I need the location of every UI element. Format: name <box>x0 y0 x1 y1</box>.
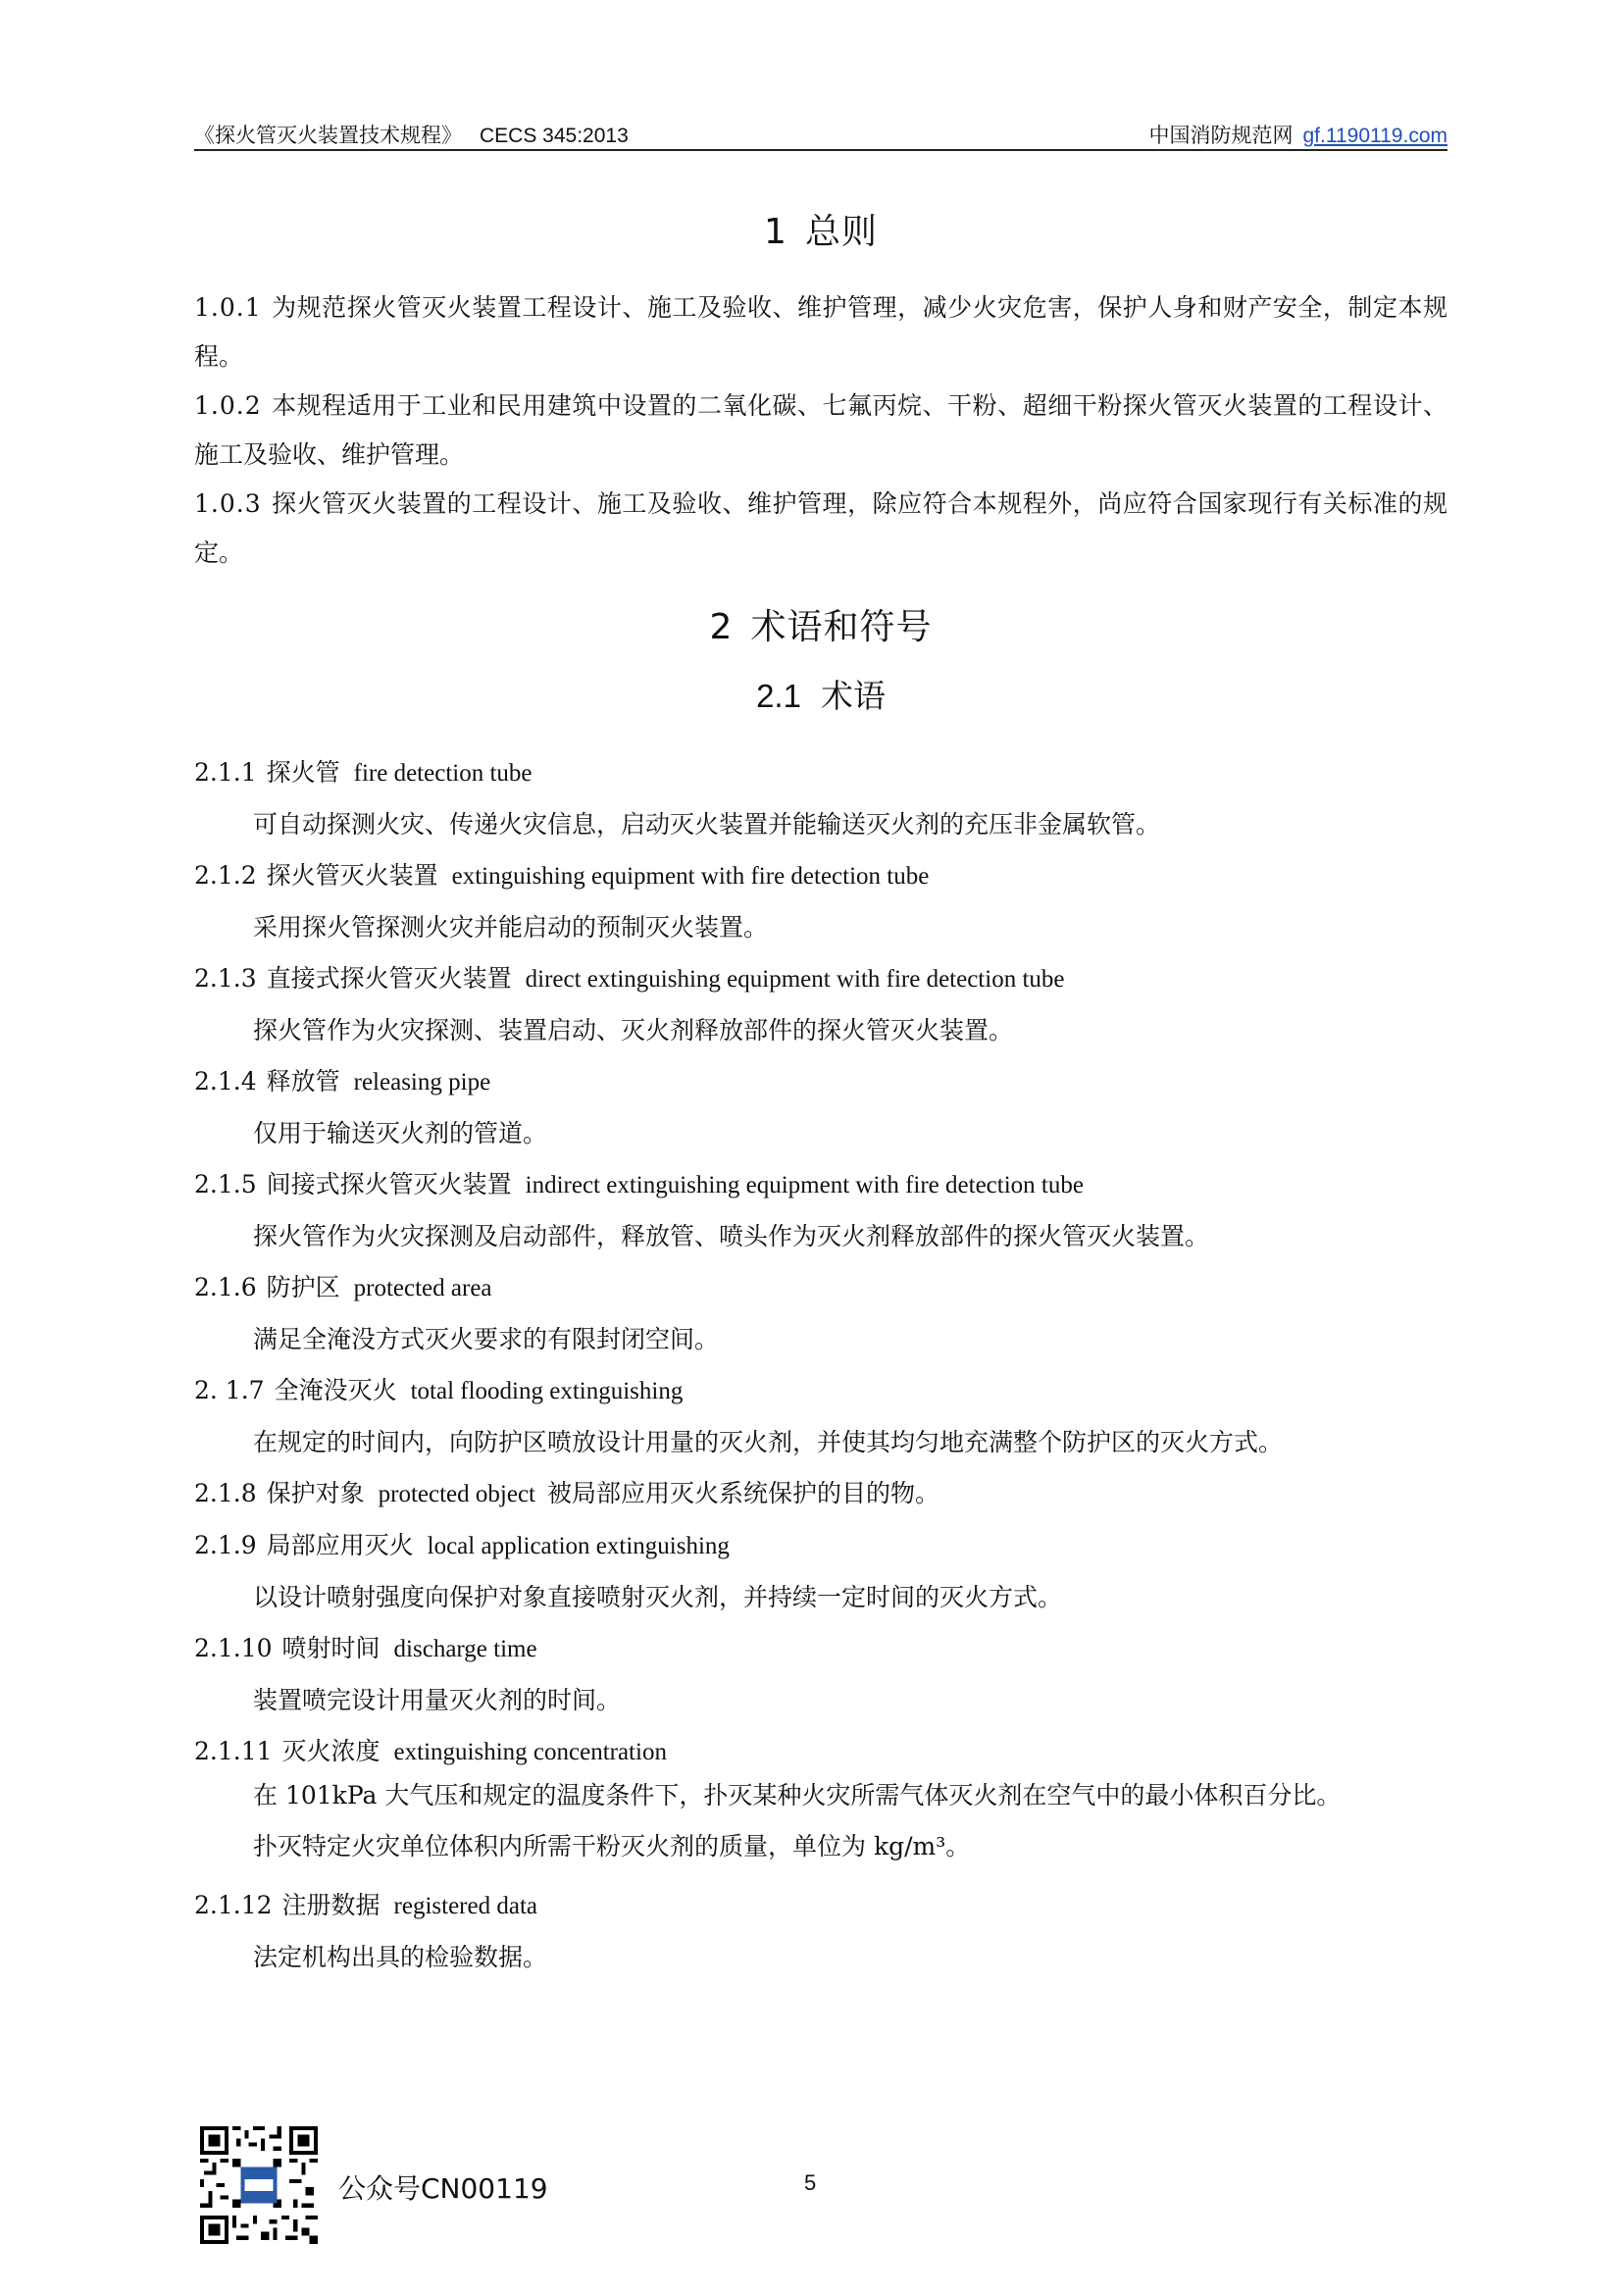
term-zh: 喷射时间 <box>281 1634 381 1662</box>
term-zh: 局部应用灭火 <box>266 1531 414 1559</box>
section-heading: 术语 <box>820 677 886 715</box>
page-body <box>194 196 1447 1992</box>
term-definition: 法定机构出具的检验数据。 <box>253 1943 548 1971</box>
term-definition: 在 101kPa 大气压和规定的温度条件下，扑灭某种火灾所需气体灭火剂在空气中的最小体积百分比。 <box>253 1781 1342 1810</box>
term-zh: 灭火浓度 <box>281 1737 381 1765</box>
term-definition: 满足全淹没方式灭火要求的有限封闭空间。 <box>253 1325 720 1353</box>
term-en: indirect extinguishing equipment with fire detection tube <box>525 1172 1084 1198</box>
term-definition-2: 扑灭特定火灾单位体积内所需干粉灭火剂的质量，单位为 kg/m³。 <box>253 1832 971 1861</box>
header-doc-code: CECS 345:2013 <box>480 125 629 147</box>
clause-number: 1.0.1 <box>194 293 262 322</box>
term-zh: 防护区 <box>266 1273 340 1301</box>
header-site <box>1149 120 1448 149</box>
header-doc-title: 《探火管灭火装置技术规程》 <box>194 124 462 147</box>
term-number: 2.1.11 <box>194 1737 273 1765</box>
term-en: registered data <box>393 1893 537 1919</box>
term-zh: 保护对象 <box>266 1479 365 1507</box>
term-number: 2.1.8 <box>194 1479 257 1507</box>
term-number: 2.1.10 <box>194 1634 273 1662</box>
term-number: 2.1.6 <box>194 1273 257 1301</box>
term-number: 2.1.1 <box>194 758 257 787</box>
term-definition: 在规定的时间内，向防护区喷放设计用量的灭火剂，并使其均匀地充满整个防护区的灭火方式。 <box>253 1428 1284 1456</box>
term-zh: 探火管 <box>266 758 340 787</box>
term-en: total flooding extinguishing <box>410 1378 684 1404</box>
clause <box>194 283 1447 382</box>
term-zh: 间接式探火管灭火装置 <box>266 1170 512 1198</box>
term-entry <box>194 1735 1447 1871</box>
chapter-1-heading: 总则 <box>804 212 878 252</box>
term-en: local application extinguishing <box>427 1533 730 1559</box>
term-definition: 探火管作为火灾探测及启动部件，释放管、喷头作为灭火剂释放部件的探火管灭火装置。 <box>253 1222 1210 1250</box>
section-number: 2.1 <box>756 678 801 714</box>
term-en: protected object <box>378 1481 535 1507</box>
clause-text: 探火管灭火装置的工程设计、施工及验收、维护管理，除应符合本规程外，尚应符合国家现行有关标准的规定。 <box>194 489 1447 567</box>
page-number: 5 <box>804 2170 817 2195</box>
term-definition: 可自动探测火灾、传递火灾信息，启动灭火装置并能输送灭火剂的充压非金属软管。 <box>253 810 1161 839</box>
chapter-1-number: 1 <box>764 212 787 252</box>
term-entry <box>194 1477 1447 1511</box>
chapter-2-heading: 术语和符号 <box>750 607 933 647</box>
footer-account: 公众号CN00119 <box>338 2172 548 2205</box>
term-en: protected area <box>353 1275 492 1301</box>
term-number: 2.1.4 <box>194 1067 257 1096</box>
section-2-1-title <box>194 671 1447 717</box>
term-definition: 采用探火管探测火灾并能启动的预制灭火装置。 <box>253 913 769 942</box>
term-definition: 被局部应用灭火系统保护的目的物。 <box>546 1479 939 1507</box>
clause <box>194 382 1447 480</box>
term-number: 2.1.2 <box>194 861 257 890</box>
term-entry <box>194 756 1447 841</box>
term-en: extinguishing equipment with fire detection tube <box>451 863 930 890</box>
term-entry <box>194 1632 1447 1717</box>
term-definition: 仅用于输送灭火剂的管道。 <box>253 1119 548 1147</box>
qr-code-icon <box>200 2126 318 2244</box>
clause-text: 本规程适用于工业和民用建筑中设置的二氧化碳、七氟丙烷、干粉、超细干粉探火管灭火装置的工程设计、施工及验收、维护管理。 <box>194 391 1447 469</box>
clause-text: 为规范探火管灭火装置工程设计、施工及验收、维护管理，减少火灾危害，保护人身和财产安全，制定本规程。 <box>194 293 1447 371</box>
term-entry <box>194 1168 1447 1253</box>
term-zh: 探火管灭火装置 <box>266 861 438 890</box>
term-entry <box>194 1374 1447 1459</box>
term-zh: 注册数据 <box>281 1891 381 1919</box>
term-en: direct extinguishing equipment with fire detection tube <box>525 966 1065 993</box>
term-number: 2. 1.7 <box>194 1376 265 1404</box>
term-entry <box>194 859 1447 944</box>
chapter-1-title <box>194 204 1447 254</box>
term-entry <box>194 962 1447 1047</box>
term-zh: 释放管 <box>266 1067 340 1096</box>
term-zh: 直接式探火管灭火装置 <box>266 964 512 993</box>
chapter-2-title <box>194 599 1447 649</box>
term-definition: 装置喷完设计用量灭火剂的时间。 <box>253 1686 622 1714</box>
clause <box>194 480 1447 578</box>
header-site-name: 中国消防规范网 <box>1148 124 1294 147</box>
clause-number: 1.0.2 <box>194 391 262 420</box>
term-number: 2.1.12 <box>194 1891 273 1919</box>
term-entry <box>194 1889 1447 1974</box>
term-en: fire detection tube <box>353 760 533 787</box>
term-en: releasing pipe <box>353 1069 491 1096</box>
term-entry <box>194 1271 1447 1356</box>
term-en: discharge time <box>393 1636 537 1662</box>
term-definition: 探火管作为火灾探测、装置启动、灭火剂释放部件的探火管灭火装置。 <box>253 1016 1014 1045</box>
term-entry <box>194 1065 1447 1150</box>
clause-number: 1.0.3 <box>194 489 262 518</box>
header-site-link[interactable]: gf.1190119.com <box>1302 125 1447 147</box>
term-number: 2.1.3 <box>194 964 257 993</box>
chapter-2-number: 2 <box>709 607 734 647</box>
term-number: 2.1.9 <box>194 1531 257 1559</box>
header-doc-info <box>194 120 629 149</box>
page-header <box>194 120 1447 151</box>
term-entry <box>194 1529 1447 1614</box>
term-definition: 以设计喷射强度向保护对象直接喷射灭火剂，并持续一定时间的灭火方式。 <box>253 1583 1063 1611</box>
term-zh: 全淹没灭火 <box>274 1376 397 1404</box>
term-number: 2.1.5 <box>194 1170 257 1198</box>
term-en: extinguishing concentration <box>393 1739 667 1765</box>
